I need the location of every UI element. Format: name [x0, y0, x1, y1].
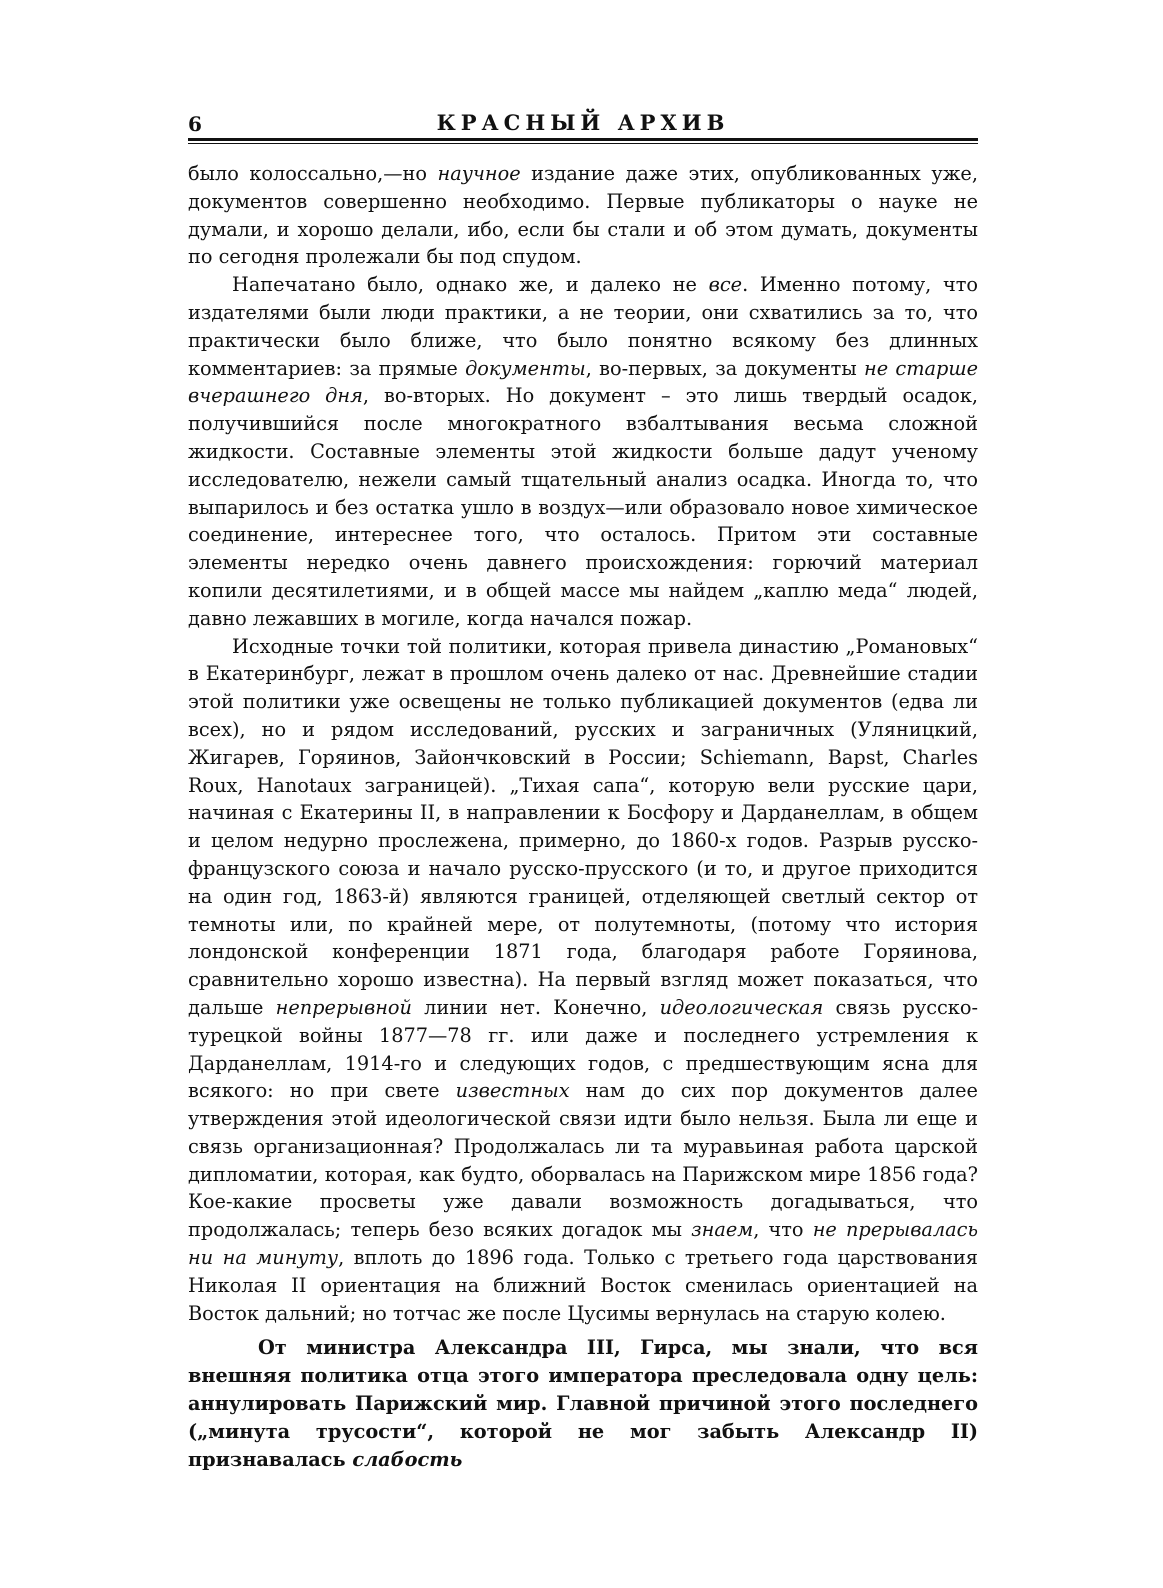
emphasis-text: документы — [465, 356, 586, 380]
text-run: . Именно потому, что издателями были люди практики, а не теории, они схватились за то, что практически было ближе, что было понятно всякому без длинных комментариев: за прямые — [188, 273, 979, 380]
paragraph — [188, 1334, 978, 1473]
page — [188, 98, 978, 1473]
text-run: , во-вторых. Но документ – это лишь твердый осадок, получившийся после многократного взбалтывания весьма сложной жидкости. Составные элементы этой жидкости больше дадут ученому исследователю, нежели самый тщательный анализ осадка. Иногда то, что выпарилось и без остатка ушло в воздух—или образовало новое химическое соединение, интереснее того, что осталось. Притом эти составные элементы нередко очень давнего происхождения: горючий материал копили десятилетиями, и в общей массе мы найдем „каплю меда“ людей, давно лежавших в могиле, когда начался пожар. — [188, 384, 979, 630]
emphasis-text: идеологическая — [659, 995, 824, 1019]
emphasis-text: не прерывалась ни на минуту — [188, 1218, 978, 1270]
text-run: связь русско-турецкой войны 1877—78 гг. или даже и последнего устремления к Дарданеллам, 1914-го и следующих годов, с предшествующим ясна для всякого: но при свете — [188, 995, 978, 1103]
paragraph — [188, 160, 978, 271]
emphasis-text: все — [708, 273, 743, 297]
text-run: Напечатано было, однако же, и далеко не — [232, 273, 709, 297]
text-run: нам до сих пор документов далее утверждения этой идеологической связи идти было нельзя. Была ли еще и связь организационная? Продолжалась ли та муравьиная работа царской дипломатии, которая, как будто, оборвалась на Парижском мире 1856 года? Кое-какие просветы уже давали возможность догадываться, что продолжалась; теперь безо всяких догадок мы — [188, 1079, 978, 1242]
emphasis-text: непрерывной — [275, 995, 412, 1019]
journal-title: КРАСНЫЙ АРХИВ — [436, 110, 730, 135]
text-run: Исходные точки той политики, которая привела династию „Романовых“ в Екатеринбург, лежат в прошлом очень далеко от нас. Древнейшие стадии этой политики уже освещены не только публикацией документов (едва ли всех), но и рядом исследований, русских и заграничных (Уляницкий, Жигарев, Горяинов, Зайончковский в России; Schiemann, Bapst, Charles Roux, Hanotaux заграницей). „Тихая сапа“, которую вели русские цари, начиная с Екатерины II, в направлении к Босфору и Дарданеллам, в общем и целом недурно прослежена, примерно, до 1860-х годов. Разрыв русско-французского союза и начало русско-прусского (и то, и другое приходится на один год, 1863-й) являются границей, отделяющей светлый сектор от темноты или, по крайней мере, от полутемноты, (потому что история лондонской конференции 1871 года, благодаря работе Горяинова, сравнительно хорошо известна). На первый взгляд может показаться, что дальше — [188, 634, 978, 1019]
emphasis-text: научное — [437, 162, 521, 185]
header-rule — [188, 138, 978, 144]
running-head — [188, 98, 978, 136]
text-run: линии нет. Конечно, — [411, 995, 660, 1019]
emphasis-text: слабость — [352, 1447, 463, 1471]
body-text — [188, 160, 978, 1473]
text-run: было колоссально,—но — [188, 162, 438, 185]
paragraph — [188, 633, 978, 1328]
paragraph — [188, 271, 978, 632]
text-run: , вплоть до 1896 года. Только с третьего года царствования Николая II ориентация на ближний Восток сменилась ориентацией на Восток дальний; но тотчас же после Цусимы вернулась на старую колею. — [188, 1246, 978, 1325]
text-run: , что — [753, 1218, 813, 1242]
emphasis-text: не старше вчерашнего дня — [188, 356, 979, 408]
page-number: 6 — [188, 112, 202, 136]
emphasis-text: известных — [455, 1079, 570, 1103]
text-run: издание даже этих, опубликованных уже, документов совершенно необходимо. Первые публикаторы о науке не думали, и хорошо делали, ибо, если бы стали и об этом думать, документы по сегодня пролежали бы под спудом. — [188, 162, 978, 269]
text-run: , во-первых, за документы — [585, 356, 864, 380]
emphasis-text: знаем — [691, 1218, 754, 1242]
text-run: От министра Александра III, Гирса, мы знали, что вся внешняя политика отца этого императора преследовала одну цель: аннулировать Парижский мир. Главной причиной этого последнего („минута трусости“, которой не мог забыть Александр II) признавалась — [188, 1336, 978, 1471]
